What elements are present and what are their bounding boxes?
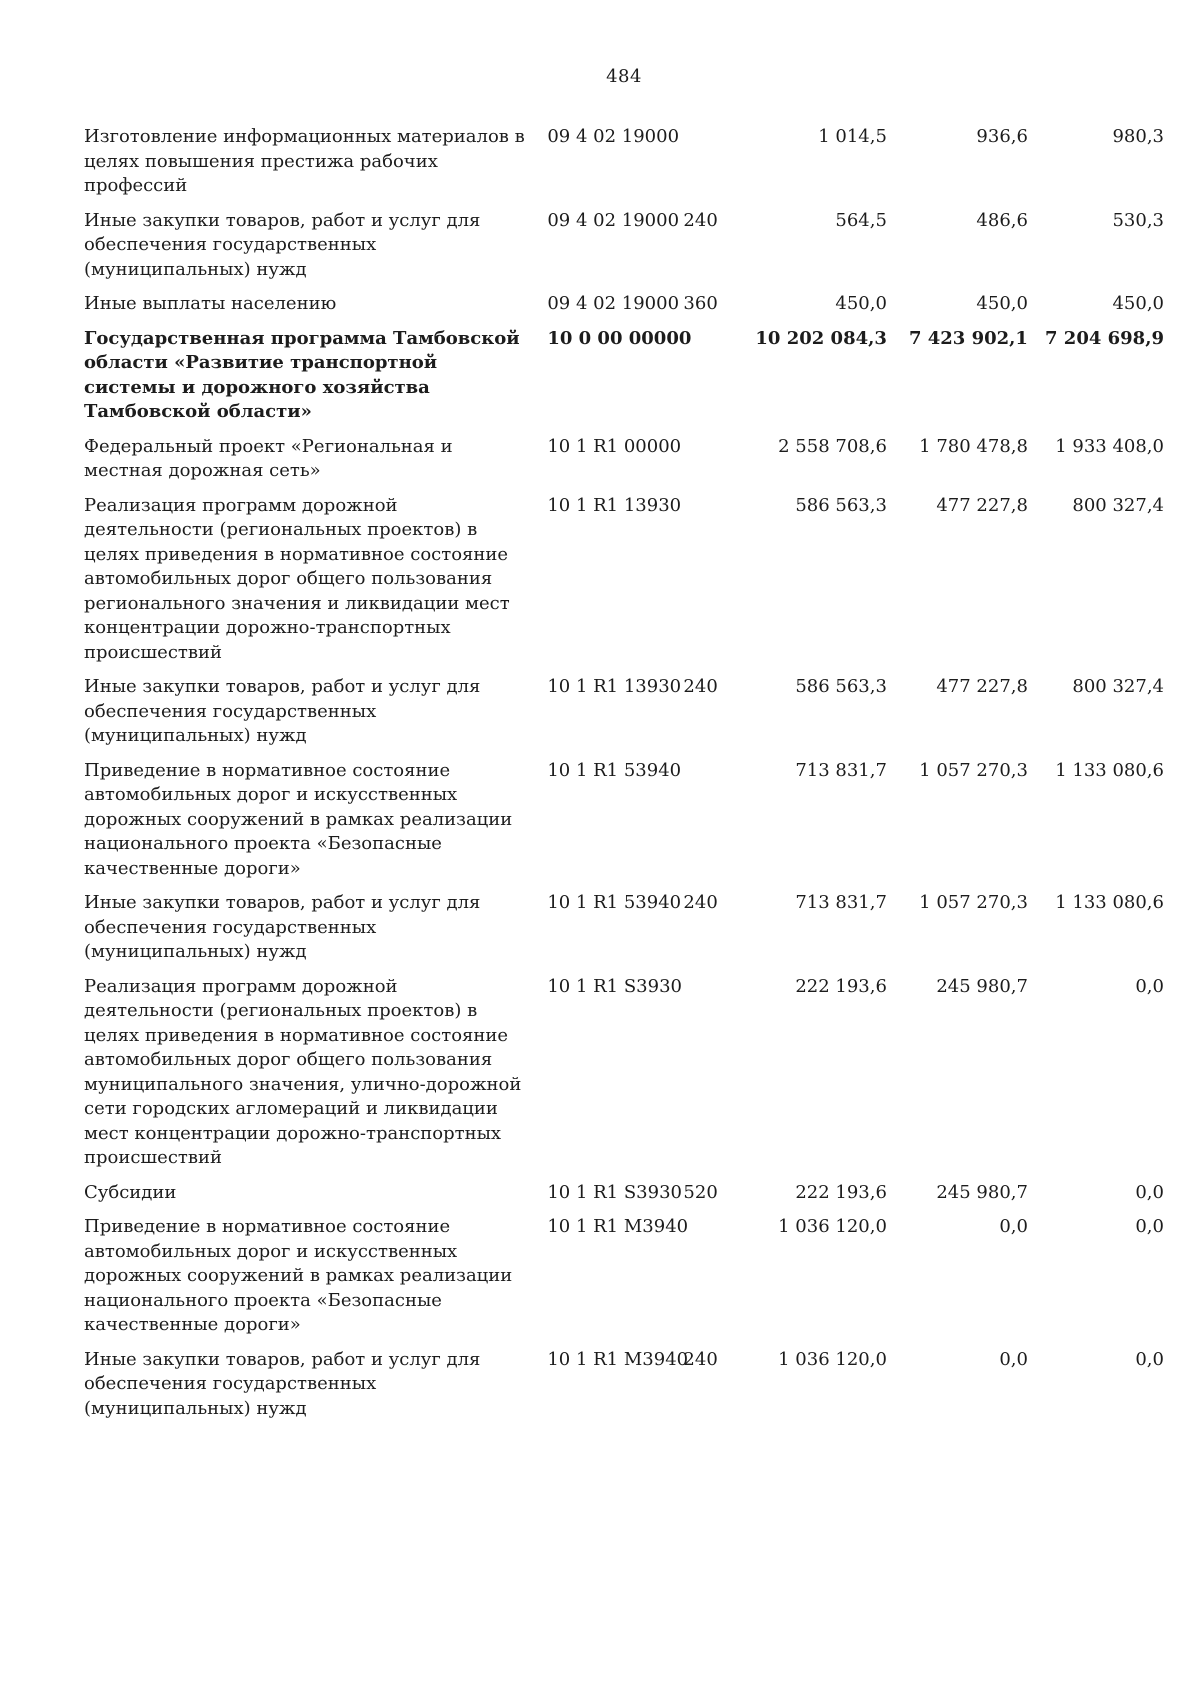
table-row	[84, 206, 1164, 290]
row-code: 10 1 R1 S3930	[547, 1181, 682, 1203]
row-amount-year3: 0,0	[1135, 1348, 1164, 1370]
table-row	[84, 122, 1164, 206]
row-amount-year1: 564,5	[835, 209, 887, 231]
row-expense-type: 360	[683, 293, 718, 314]
row-amount-year2: 936,6	[976, 126, 1028, 147]
row-amount-year1: 2 558 708,6	[778, 435, 887, 457]
row-amount-year3: 1 933 408,0	[1055, 435, 1164, 457]
row-expense-type	[683, 756, 725, 889]
row-code: 10 0 00 00000	[547, 327, 692, 349]
row-amount-year3: 450,0	[1112, 293, 1164, 314]
row-amount-year1: 10 202 084,3	[755, 327, 887, 349]
table-row	[84, 1212, 1164, 1345]
row-amount-year3: 800 327,4	[1072, 676, 1164, 697]
row-code: 09 4 02 19000	[547, 126, 680, 147]
row-expense-type	[683, 972, 725, 1178]
row-expense-type	[683, 122, 725, 206]
row-name: Федеральный проект «Региональная и местная дорожная сеть»	[84, 435, 453, 481]
row-amount-year1: 1 014,5	[818, 126, 887, 147]
row-amount-year2: 0,0	[999, 1348, 1028, 1370]
table-row	[84, 756, 1164, 889]
row-name: Иные выплаты населению	[84, 293, 337, 314]
row-amount-year1: 222 193,6	[795, 1181, 887, 1203]
row-amount-year2: 7 423 902,1	[908, 327, 1028, 349]
row-expense-type: 240	[683, 209, 718, 231]
row-amount-year2: 1 057 270,3	[919, 892, 1028, 913]
row-code: 10 1 R1 S3930	[547, 975, 682, 997]
row-amount-year3: 1 133 080,6	[1055, 892, 1164, 913]
row-code: 10 1 R1 00000	[547, 435, 682, 457]
row-code: 10 1 R1 M3940	[547, 1348, 689, 1370]
row-name: Изготовление информационных материалов в целях повышения престижа рабочих профессий	[84, 126, 525, 196]
row-expense-type: 520	[683, 1181, 718, 1203]
row-expense-type	[683, 432, 725, 491]
row-code: 10 1 R1 53940	[547, 759, 682, 781]
table-row	[84, 491, 1164, 673]
row-code: 09 4 02 19000	[547, 209, 680, 231]
table-row	[84, 672, 1164, 756]
row-expense-type: 240	[683, 892, 718, 913]
row-name: Реализация программ дорожной деятельности (региональных проектов) в целях приведения в нормативное состояние автомобильных дорог общего пользования муниципального значения, улично-дорожной сети городских агломераций и ликвидации мест концентрации дорожно-транспортных происшествий	[84, 975, 522, 1168]
table-row	[84, 1345, 1164, 1429]
row-name: Иные закупки товаров, работ и услуг для обеспечения государственных (муниципальных) нужд	[84, 1348, 481, 1419]
row-amount-year3: 0,0	[1135, 1216, 1164, 1237]
row-amount-year2: 0,0	[999, 1216, 1028, 1237]
row-code: 10 1 R1 53940	[547, 892, 682, 913]
row-amount-year3: 980,3	[1112, 126, 1164, 147]
row-expense-type	[683, 1212, 725, 1345]
table-row	[84, 1178, 1164, 1213]
table-row	[84, 289, 1164, 324]
table-row	[84, 432, 1164, 491]
row-name: Иные закупки товаров, работ и услуг для обеспечения государственных (муниципальных) нужд	[84, 676, 481, 746]
row-amount-year2: 477 227,8	[936, 494, 1028, 516]
row-amount-year2: 1 057 270,3	[919, 759, 1028, 781]
page-number: 484	[606, 66, 642, 87]
row-amount-year1: 1 036 120,0	[778, 1216, 887, 1237]
row-amount-year1: 450,0	[835, 293, 887, 314]
row-amount-year2: 245 980,7	[936, 1181, 1028, 1203]
row-amount-year1: 713 831,7	[795, 759, 887, 781]
table-row-program	[84, 324, 1164, 432]
row-name: Приведение в нормативное состояние автомобильных дорог и искусственных дорожных сооружений в рамках реализации национального проекта «Безопасные качественные дороги»	[84, 1216, 513, 1335]
row-name: Реализация программ дорожной деятельности (региональных проектов) в целях приведения в нормативное состояние автомобильных дорог общего пользования регионального значения и ликвидации мест концентрации дорожно-транспортных происшествий	[84, 494, 510, 663]
row-amount-year3: 530,3	[1112, 209, 1164, 231]
row-code: 10 1 R1 13930	[547, 676, 682, 697]
row-expense-type	[683, 491, 725, 673]
table-row	[84, 972, 1164, 1178]
row-name: Иные закупки товаров, работ и услуг для обеспечения государственных (муниципальных) нужд	[84, 892, 481, 962]
row-name: Субсидии	[84, 1181, 177, 1203]
row-amount-year3: 0,0	[1135, 975, 1164, 997]
row-amount-year1: 713 831,7	[795, 892, 887, 913]
row-amount-year2: 1 780 478,8	[919, 435, 1028, 457]
row-amount-year1: 586 563,3	[795, 676, 887, 697]
row-code: 09 4 02 19000	[547, 293, 680, 314]
row-amount-year2: 450,0	[976, 293, 1028, 314]
row-amount-year3: 0,0	[1135, 1181, 1164, 1203]
row-amount-year2: 245 980,7	[936, 975, 1028, 997]
row-code: 10 1 R1 13930	[547, 494, 682, 516]
row-expense-type: 240	[683, 1348, 718, 1370]
row-amount-year2: 486,6	[976, 209, 1028, 231]
row-code: 10 1 R1 M3940	[547, 1216, 689, 1237]
row-amount-year3: 1 133 080,6	[1055, 759, 1164, 781]
row-name: Приведение в нормативное состояние автомобильных дорог и искусственных дорожных сооружений в рамках реализации национального проекта «Безопасные качественные дороги»	[84, 759, 513, 879]
row-name: Государственная программа Тамбовской области «Развитие транспортной системы и дорожного хозяйства Тамбовской области»	[84, 327, 520, 422]
row-amount-year2: 477 227,8	[936, 676, 1028, 697]
row-amount-year1: 1 036 120,0	[778, 1348, 887, 1370]
row-name: Иные закупки товаров, работ и услуг для обеспечения государственных (муниципальных) нужд	[84, 209, 481, 280]
row-amount-year3: 7 204 698,9	[1045, 327, 1164, 349]
row-expense-type: 240	[683, 676, 718, 697]
row-amount-year3: 800 327,4	[1072, 494, 1164, 516]
table-row	[84, 888, 1164, 972]
budget-table	[84, 122, 1164, 1428]
row-amount-year1: 586 563,3	[795, 494, 887, 516]
row-amount-year1: 222 193,6	[795, 975, 887, 997]
